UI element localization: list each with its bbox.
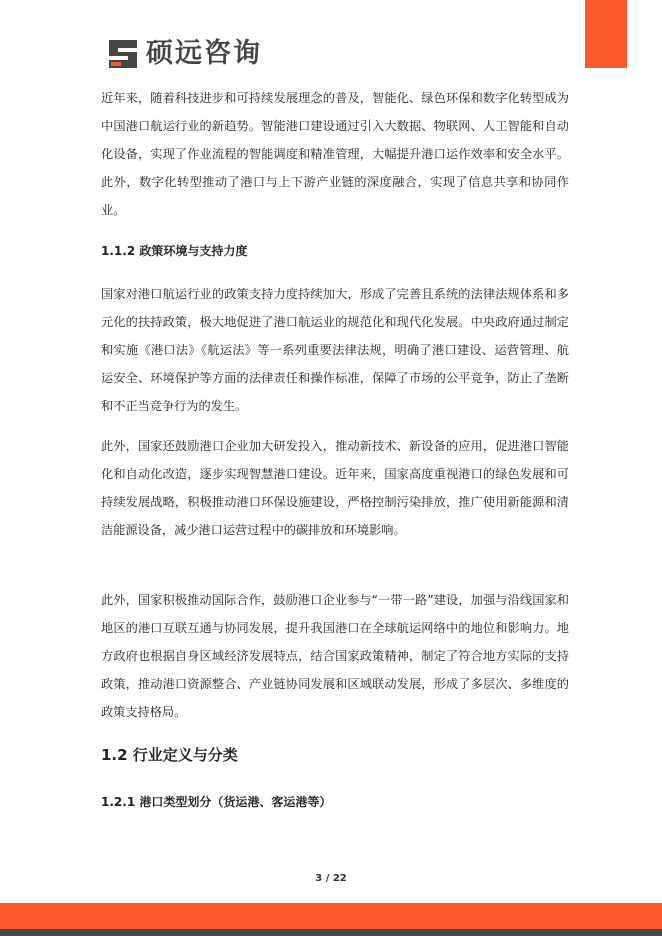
- brand-logo: [107, 38, 262, 70]
- paragraph-policy-support: 国家对港口航运行业的政策支持力度持续加大，形成了完善且系统的法律法规体系和多元化的扶持政策，极大地促进了港口航运业的规范化和现代化发展。中央政府通过制定和实施《港口法》《航运法》等一系列重要法律法规，明确了港口建设、运营管理、航运安全、环境保护等方面的法律责任和操作标准，保障了市场的公平竞争，防止了垄断和不正当竞争行为的发生。: [101, 287, 569, 413]
- corner-accent-block: [585, 0, 627, 68]
- paragraph-rd-green-development: 此外，国家还鼓励港口企业加大研发投入，推动新技术、新设备的应用，促进港口智能化和自动化改造，逐步实现智慧港口建设。近年来，国家高度重视港口的绿色发展和可持续发展战略，积极推动港口环保设施建设，严格控制污染排放，推广使用新能源和清洁能源设备，减少港口运营过程中的碳排放和环境影响。: [101, 439, 569, 537]
- paragraph-international-cooperation: 此外，国家积极推动国际合作，鼓励港口企业参与“一带一路”建设，加强与沿线国家和地区的港口互联互通与协同发展，提升我国港口在全球航运网络中的地位和影响力。地方政府也根据自身区域经济发展特点，结合国家政策精神，制定了符合地方实际的支持政策，推动港口资源整合、产业链协同发展和区域联动发展，形成了多层次、多维度的政策支持格局。: [101, 593, 569, 719]
- paragraph-smart-port-trends: 近年来，随着科技进步和可持续发展理念的普及，智能化、绿色环保和数字化转型成为中国港口航运行业的新趋势。智能港口建设通过引入大数据、物联网、人工智能和自动化设备，实现了作业流程的智能调度和精准管理，大幅提升港口运作效率和安全水平。此外，数字化转型推动了港口与上下游产业链的深度融合，实现了信息共享和协同作业。: [101, 91, 569, 217]
- page-number: 3 / 22: [315, 873, 347, 884]
- logo-mark-icon: [107, 38, 139, 70]
- heading-policy-environment: 1.1.2 政策环境与支持力度: [101, 244, 248, 258]
- footer-accent-bar: [0, 903, 662, 929]
- heading-industry-definition: 1.2 行业定义与分类: [101, 746, 238, 764]
- brand-name: 硕远咨询: [146, 38, 262, 69]
- footer-dark-line: [0, 929, 662, 936]
- heading-port-types: 1.2.1 港口类型划分（货运港、客运港等）: [101, 795, 332, 809]
